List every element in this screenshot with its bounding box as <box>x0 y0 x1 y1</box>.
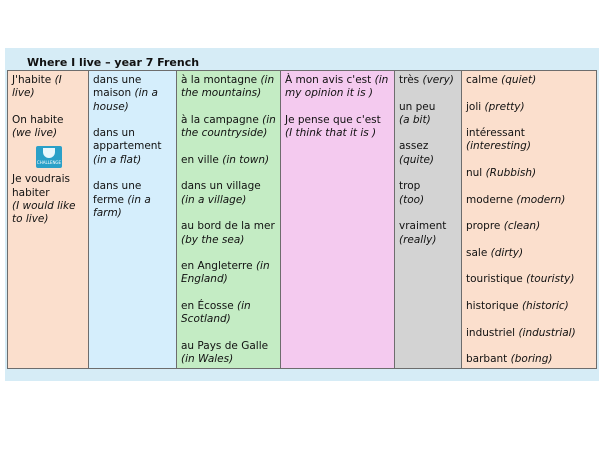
phrase: Je pense que c'est (I think that it is ) <box>285 113 381 140</box>
phrase: barbant (boring) <box>466 353 553 366</box>
worksheet-title: Where I live – year 7 French <box>27 56 200 69</box>
challenge-icon: CHALLENGE <box>36 146 62 168</box>
phrase: Je voudrais habiter (I would like to live) <box>12 173 76 226</box>
phrase: en Écosse (in Scotland) <box>181 300 251 326</box>
phrase: dans une ferme (in a farm) <box>93 180 151 219</box>
phrase: un peu (a bit) <box>399 100 436 126</box>
column-places <box>176 70 281 369</box>
phrase: vraiment (really) <box>399 220 447 246</box>
phrase: nul (Rubbish) <box>466 167 537 180</box>
column-intensifiers <box>394 70 462 369</box>
phrase: historique (historic) <box>466 300 569 313</box>
column-opinions <box>280 70 395 369</box>
phrase: touristique (touristy) <box>466 273 575 286</box>
phrase: J'habite (I live) <box>12 74 62 100</box>
phrase: au Pays de Galle (in Wales) <box>181 339 269 366</box>
phrase: On habite (we live) <box>12 113 64 140</box>
phrase: en ville (in town) <box>181 153 270 166</box>
column-adjectives <box>461 70 597 369</box>
phrase: dans une maison (in a house) <box>93 74 158 113</box>
phrase: À mon avis c'est (in my opinion it is ) <box>285 74 389 100</box>
column-verbs <box>7 70 89 369</box>
phrase: propre (clean) <box>466 220 541 233</box>
phrase: dans un appartement (in a flat) <box>93 127 162 166</box>
phrase: assez (quite) <box>399 140 435 166</box>
phrase: en Angleterre (in England) <box>181 260 270 286</box>
phrase: moderne (modern) <box>466 193 566 206</box>
phrase: joli (pretty) <box>466 100 525 113</box>
phrase: industriel (industrial) <box>466 326 576 339</box>
phrase: à la montagne (in the mountains) <box>181 74 275 100</box>
phrase: dans un village (in a village) <box>181 180 261 206</box>
phrase: sale (dirty) <box>466 246 524 259</box>
phrase: très (very) <box>399 74 454 86</box>
phrase: calme (quiet) <box>466 74 537 86</box>
phrase: intéressant (interesting) <box>466 127 531 153</box>
phrase: à la campagne (in the countryside) <box>181 113 276 140</box>
phrase: au bord de la mer (by the sea) <box>181 220 275 246</box>
phrase: trop (too) <box>399 180 425 206</box>
column-dwellings <box>88 70 177 369</box>
